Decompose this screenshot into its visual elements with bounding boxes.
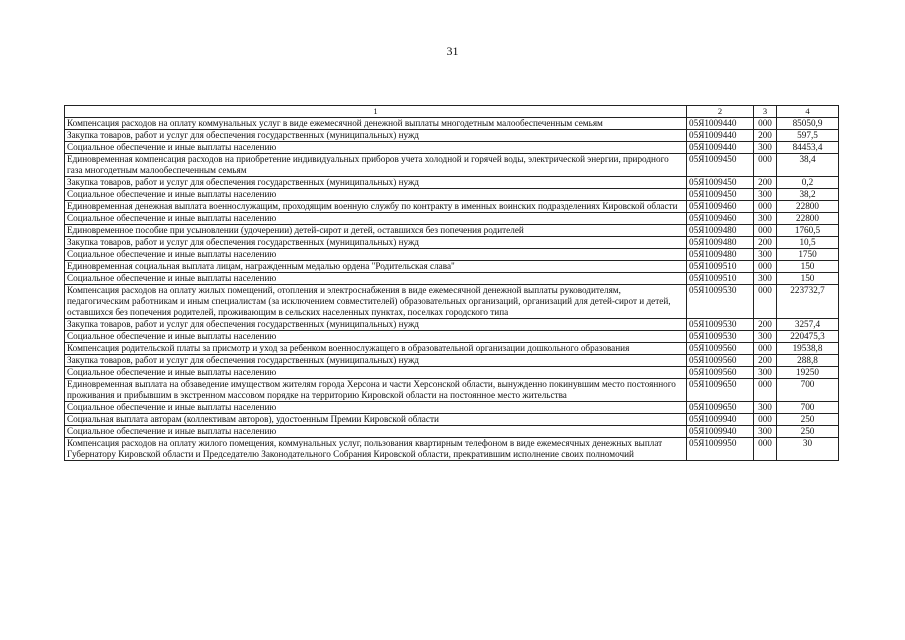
row-name-cell: Социальное обеспечение и иные выплаты населению [65, 142, 687, 154]
row-name-cell: Социальное обеспечение и иные выплаты населению [65, 402, 687, 414]
row-type-cell: 300 [754, 426, 777, 438]
row-name-cell: Единовременная социальная выплата лицам, награжденным медалью ордена "Родительская слава" [65, 261, 687, 273]
row-code-cell: 05Я1009510 [687, 273, 754, 285]
row-code-cell: 05Я1009440 [687, 130, 754, 142]
row-code-cell: 05Я1009460 [687, 201, 754, 213]
table-row [65, 414, 839, 426]
table-row [65, 237, 839, 249]
row-name-cell: Единовременная денежная выплата военнослужащим, проходящим военную службу по контракту в именных воинских подразделениях Кировской области [65, 201, 687, 213]
row-type-cell: 300 [754, 249, 777, 261]
row-sum-cell: 288,8 [777, 355, 839, 367]
row-sum-cell: 38,4 [777, 154, 839, 177]
row-name-cell: Единовременная выплата на обзаведение имуществом жителям города Херсона и части Херсонской области, вынужденно покинувшим место постоянного проживания и прибывшим в экстренном массовом порядке на территорию Кировской области на постоянное место жительства [65, 379, 687, 402]
row-name-cell: Единовременная компенсация расходов на приобретение индивидуальных приборов учета холодной и горячей воды, электрической энергии, природного газа многодетным малообеспеченным семьям [65, 154, 687, 177]
row-name-cell: Социальное обеспечение и иные выплаты населению [65, 367, 687, 379]
row-name-cell: Социальное обеспечение и иные выплаты населению [65, 249, 687, 261]
row-type-cell: 000 [754, 414, 777, 426]
header-col-sum: 4 [777, 106, 839, 118]
row-name-cell: Закупка товаров, работ и услуг для обеспечения государственных (муниципальных) нужд [65, 130, 687, 142]
row-name-cell: Закупка товаров, работ и услуг для обеспечения государственных (муниципальных) нужд [65, 355, 687, 367]
row-code-cell: 05Я1009510 [687, 261, 754, 273]
row-code-cell: 05Я1009530 [687, 331, 754, 343]
table-row [65, 438, 839, 461]
table-row [65, 189, 839, 201]
row-name-cell: Социальная выплата авторам (коллективам авторов), удостоенным Премии Кировской области [65, 414, 687, 426]
table-body [65, 118, 839, 461]
row-type-cell: 200 [754, 319, 777, 331]
row-code-cell: 05Я1009440 [687, 118, 754, 130]
row-name-cell: Компенсация расходов на оплату коммунальных услуг в виде ежемесячной денежной выплаты многодетным малообеспеченным семьям [65, 118, 687, 130]
row-name-cell: Социальное обеспечение и иные выплаты населению [65, 426, 687, 438]
row-type-cell: 000 [754, 225, 777, 237]
row-type-cell: 200 [754, 237, 777, 249]
table-row [65, 154, 839, 177]
table-row [65, 273, 839, 285]
row-type-cell: 300 [754, 189, 777, 201]
table-row [65, 355, 839, 367]
table-row [65, 249, 839, 261]
row-name-cell: Компенсация родительской платы за присмотр и уход за ребенком военнослужащего в образовательной организации дошкольного образования [65, 343, 687, 355]
table-header-row [65, 106, 839, 118]
row-code-cell: 05Я1009650 [687, 379, 754, 402]
row-sum-cell: 250 [777, 426, 839, 438]
row-type-cell: 300 [754, 402, 777, 414]
row-sum-cell: 700 [777, 379, 839, 402]
row-sum-cell: 597,5 [777, 130, 839, 142]
row-code-cell: 05Я1009560 [687, 367, 754, 379]
table-row [65, 201, 839, 213]
table-row [65, 331, 839, 343]
row-type-cell: 300 [754, 331, 777, 343]
table-row [65, 343, 839, 355]
row-sum-cell: 150 [777, 261, 839, 273]
row-type-cell: 000 [754, 379, 777, 402]
row-code-cell: 05Я1009460 [687, 213, 754, 225]
row-sum-cell: 3257,4 [777, 319, 839, 331]
row-name-cell: Единовременное пособие при усыновлении (удочерении) детей-сирот и детей, оставшихся без попечения родителей [65, 225, 687, 237]
row-name-cell: Компенсация расходов на оплату жилых помещений, отопления и электроснабжения в виде ежемесячной денежной выплаты руководителям, педагогическим работникам и иным специалистам (за исключением совместителей) образовательных организаций, организаций для детей-сирот и детей, оставшихся без попечения родителей, проживающим в сельских населенных пунктах, поселках городского типа [65, 285, 687, 319]
table-row [65, 142, 839, 154]
row-type-cell: 200 [754, 130, 777, 142]
row-name-cell: Социальное обеспечение и иные выплаты населению [65, 331, 687, 343]
row-name-cell: Социальное обеспечение и иные выплаты населению [65, 273, 687, 285]
row-name-cell: Социальное обеспечение и иные выплаты населению [65, 213, 687, 225]
header-col-name: 1 [65, 106, 687, 118]
table-row [65, 261, 839, 273]
row-code-cell: 05Я1009450 [687, 154, 754, 177]
row-code-cell: 05Я1009940 [687, 414, 754, 426]
row-type-cell: 000 [754, 343, 777, 355]
row-code-cell: 05Я1009560 [687, 355, 754, 367]
row-type-cell: 300 [754, 213, 777, 225]
row-type-cell: 300 [754, 142, 777, 154]
row-name-cell: Закупка товаров, работ и услуг для обеспечения государственных (муниципальных) нужд [65, 319, 687, 331]
row-sum-cell: 22800 [777, 213, 839, 225]
row-sum-cell: 1760,5 [777, 225, 839, 237]
row-code-cell: 05Я1009530 [687, 319, 754, 331]
row-sum-cell: 19538,8 [777, 343, 839, 355]
row-name-cell: Компенсация расходов на оплату жилого помещения, коммунальных услуг, пользования квартирным телефоном в виде ежемесячных денежных выплат Губернатору Кировской области и Председателю Законодательного Собрания Кировской области, прекратившим исполнение своих полномочий [65, 438, 687, 461]
row-sum-cell: 223732,7 [777, 285, 839, 319]
table-row [65, 118, 839, 130]
row-sum-cell: 700 [777, 402, 839, 414]
row-sum-cell: 30 [777, 438, 839, 461]
table-row [65, 379, 839, 402]
table-row [65, 367, 839, 379]
table-row [65, 319, 839, 331]
table-row [65, 130, 839, 142]
row-code-cell: 05Я1009530 [687, 285, 754, 319]
header-col-type: 3 [754, 106, 777, 118]
row-name-cell: Закупка товаров, работ и услуг для обеспечения государственных (муниципальных) нужд [65, 177, 687, 189]
row-sum-cell: 38,2 [777, 189, 839, 201]
row-sum-cell: 22800 [777, 201, 839, 213]
row-type-cell: 000 [754, 261, 777, 273]
budget-table [64, 105, 839, 461]
row-code-cell: 05Я1009950 [687, 438, 754, 461]
row-sum-cell: 19250 [777, 367, 839, 379]
table-row [65, 426, 839, 438]
table-row [65, 213, 839, 225]
row-sum-cell: 1750 [777, 249, 839, 261]
row-type-cell: 200 [754, 177, 777, 189]
table-row [65, 225, 839, 237]
row-code-cell: 05Я1009560 [687, 343, 754, 355]
row-sum-cell: 10,5 [777, 237, 839, 249]
row-type-cell: 000 [754, 438, 777, 461]
row-type-cell: 000 [754, 201, 777, 213]
row-sum-cell: 0,2 [777, 177, 839, 189]
row-code-cell: 05Я1009940 [687, 426, 754, 438]
row-name-cell: Социальное обеспечение и иные выплаты населению [65, 189, 687, 201]
row-type-cell: 300 [754, 367, 777, 379]
row-code-cell: 05Я1009450 [687, 177, 754, 189]
row-code-cell: 05Я1009480 [687, 237, 754, 249]
row-type-cell: 000 [754, 154, 777, 177]
table-row [65, 402, 839, 414]
row-code-cell: 05Я1009480 [687, 249, 754, 261]
row-code-cell: 05Я1009440 [687, 142, 754, 154]
table-row [65, 177, 839, 189]
row-type-cell: 200 [754, 355, 777, 367]
row-sum-cell: 250 [777, 414, 839, 426]
row-type-cell: 300 [754, 273, 777, 285]
row-code-cell: 05Я1009450 [687, 189, 754, 201]
row-type-cell: 000 [754, 118, 777, 130]
row-type-cell: 000 [754, 285, 777, 319]
page-number: 31 [446, 44, 459, 58]
row-sum-cell: 84453,4 [777, 142, 839, 154]
row-sum-cell: 85050,9 [777, 118, 839, 130]
row-name-cell: Закупка товаров, работ и услуг для обеспечения государственных (муниципальных) нужд [65, 237, 687, 249]
row-code-cell: 05Я1009480 [687, 225, 754, 237]
table-row [65, 285, 839, 319]
header-col-code: 2 [687, 106, 754, 118]
row-sum-cell: 220475,3 [777, 331, 839, 343]
row-code-cell: 05Я1009650 [687, 402, 754, 414]
row-sum-cell: 150 [777, 273, 839, 285]
